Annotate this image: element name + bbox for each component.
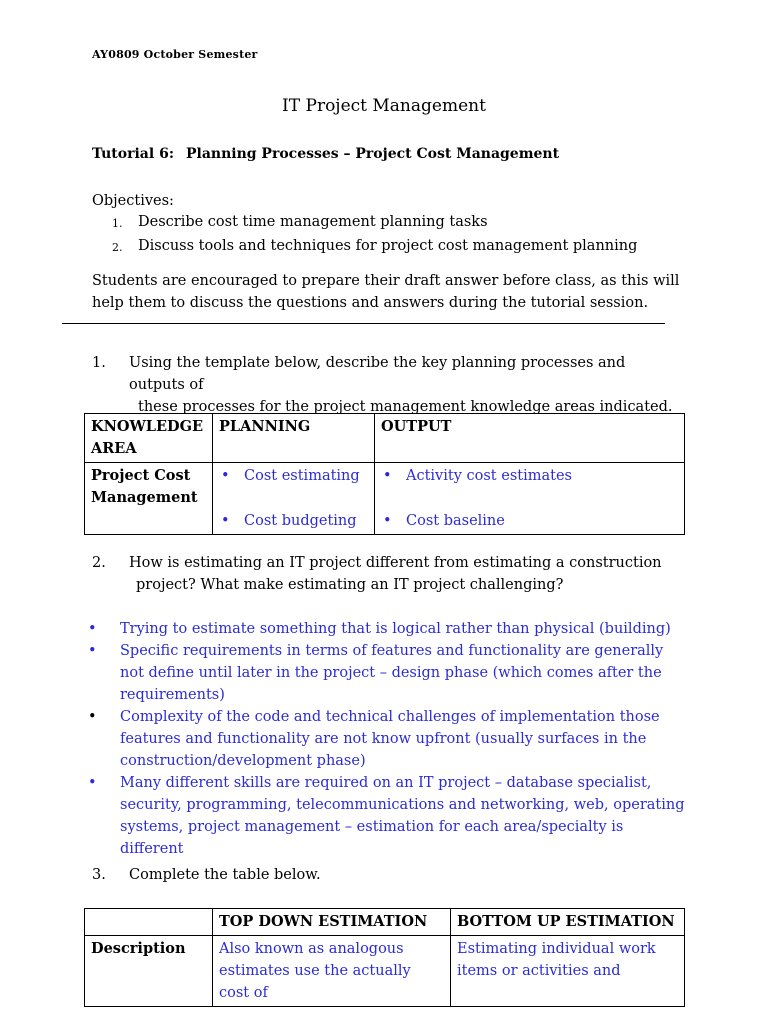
bullet-icon: •	[221, 468, 230, 484]
question-number: 2.	[92, 555, 106, 571]
objective-item	[112, 235, 637, 259]
document-title: IT Project Management	[282, 96, 486, 116]
answer-list	[86, 618, 686, 860]
bullet-icon: •	[88, 621, 97, 637]
bullet-icon: •	[383, 468, 392, 484]
header-planning: PLANNING	[213, 414, 375, 463]
header-top-down: TOP DOWN ESTIMATION	[213, 909, 451, 936]
list-item	[219, 465, 368, 487]
top-down-cell: Also known as analogous estimates use the actually cost of	[213, 936, 451, 1007]
intro-paragraph: Students are encouraged to prepare their draft answer before class, as this will help them to discuss the questions and answers during the tutorial session.	[92, 273, 680, 311]
bullet-icon: •	[383, 513, 392, 529]
table-header-row	[85, 414, 685, 463]
list-item	[86, 640, 686, 706]
list-item	[86, 706, 686, 772]
list-item	[219, 510, 368, 532]
output-cell	[375, 463, 685, 535]
semester-header: AY0809 October Semester	[92, 48, 258, 61]
table-row	[85, 936, 685, 1007]
question-number: 3.	[92, 867, 106, 883]
bullet-icon: •	[88, 709, 97, 725]
question-text-line2: these processes for the project management knowledge areas indicated.	[138, 399, 673, 415]
answer-text: Specific requirements in terms of features and functionality are generally not define until later in the project – design phase (which comes after the requirements)	[120, 643, 664, 703]
question-3	[92, 864, 682, 886]
row-label: Description	[85, 936, 213, 1007]
output-item: Cost baseline	[406, 513, 505, 529]
answer-text: Complexity of the code and technical challenges of implementation those features and functionality are not know upfront (usually surfaces in the construction/development phase)	[120, 709, 660, 769]
header-bottom-up: BOTTOM UP ESTIMATION	[451, 909, 685, 936]
header-knowledge-area: KNOWLEDGE AREA	[85, 414, 213, 463]
planning-item: Cost budgeting	[244, 513, 357, 529]
planning-cell	[213, 463, 375, 535]
tutorial-topic: Planning Processes – Project Cost Management	[186, 146, 560, 162]
table-row	[85, 463, 685, 535]
estimation-table	[84, 908, 685, 1007]
bullet-icon: •	[88, 643, 97, 659]
list-item	[86, 618, 686, 640]
objective-number: 2.	[112, 241, 123, 254]
objectives-heading: Objectives:	[92, 193, 174, 209]
bottom-up-cell: Estimating individual work items or activities and	[451, 936, 685, 1007]
tutorial-heading	[92, 146, 559, 162]
question-number: 1.	[92, 355, 106, 371]
objective-number: 1.	[112, 217, 123, 230]
header-output: OUTPUT	[375, 414, 685, 463]
list-item	[381, 510, 678, 532]
tutorial-number: Tutorial 6:	[92, 146, 174, 162]
list-item	[86, 772, 686, 860]
objective-item	[112, 211, 637, 235]
question-text-line1: How is estimating an IT project different from estimating a construction	[129, 555, 662, 571]
answer-text: Trying to estimate something that is logical rather than physical (building)	[120, 621, 671, 637]
bullet-icon: •	[88, 775, 97, 791]
question-1	[92, 352, 682, 418]
divider	[62, 323, 665, 324]
objectives-list	[112, 211, 637, 259]
question-2	[92, 552, 682, 596]
row-label: Project Cost Management	[85, 463, 213, 535]
question-text-line2: project? What make estimating an IT project challenging?	[136, 577, 564, 593]
planning-item: Cost estimating	[244, 468, 360, 484]
knowledge-area-table	[84, 413, 685, 535]
question-text: Complete the table below.	[129, 867, 321, 883]
header-empty	[85, 909, 213, 936]
table-header-row	[85, 909, 685, 936]
list-item	[381, 465, 678, 487]
question-text-line1: Using the template below, describe the key planning processes and outputs of	[129, 355, 626, 393]
output-item: Activity cost estimates	[406, 468, 572, 484]
answer-text: Many different skills are required on an IT project – database specialist, security, programming, telecommunications and networking, web, operating systems, project management – estimation for each area/specialty is different	[120, 775, 685, 857]
objective-text: Discuss tools and techniques for project cost management planning	[138, 238, 638, 254]
objective-text: Describe cost time management planning tasks	[138, 214, 488, 230]
bullet-icon: •	[221, 513, 230, 529]
